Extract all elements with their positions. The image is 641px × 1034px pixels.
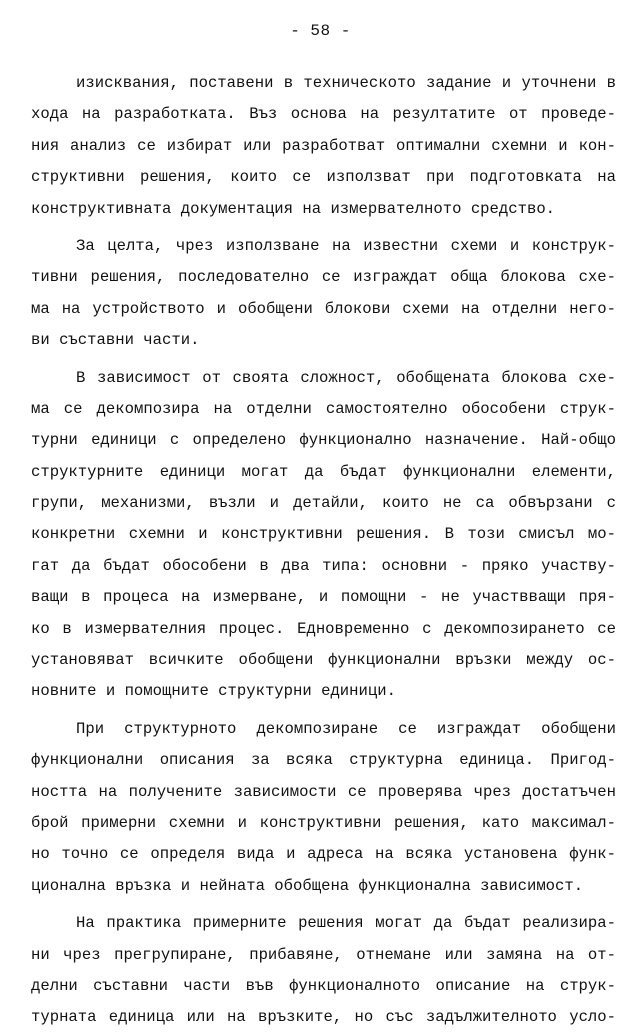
text-line: ма на устройството и обобщени блокови схеми на отделни него- [31, 299, 616, 318]
text-line: но точно се определя вида и адреса на всяка установена функ- [31, 845, 616, 864]
paragraph [31, 908, 616, 1034]
paragraph [31, 68, 616, 225]
text-line: новните и помощните структурни единици. [31, 682, 396, 701]
text-line: На практика примерните решения могат да бъдат реализира- [76, 914, 616, 933]
text-line: ния анализ се избират или разработват оптимални схемни и кон- [31, 136, 616, 155]
text-line: установяват всичките обобщени функционални връзки между ос- [31, 651, 616, 670]
text-line: При структурното декомпозиране се изграждат обобщени [76, 719, 616, 738]
text-line: групи, механизми, възли и детайли, които не са обвързани с [31, 494, 616, 513]
text-line: ви съставни части. [31, 331, 200, 350]
body-text [31, 68, 616, 1034]
text-line: В зависимост от своята сложност, обобщената блокова схе- [76, 368, 616, 387]
text-line: турната единица или на връзките, но със задължителното усло- [31, 1008, 616, 1027]
paragraph [31, 714, 616, 902]
text-line: ко в измервателния процес. Едновременно с декомпозирането се [31, 619, 616, 638]
paragraph [31, 231, 616, 357]
text-line: гат да бъдат обособени в два типа: основни - пряко участву- [31, 556, 616, 575]
text-line: ни чрез прегрупиране, прибавяне, отнемане или замяна на от- [31, 945, 616, 964]
text-line: конструктивната документация на измервателното средство. [31, 199, 556, 218]
text-line: брой примерни схемни и конструктивни решения, като максимал- [31, 813, 616, 832]
text-line: ващи в процеса на измерване, и помощни - не участвващи пря- [31, 588, 616, 607]
text-line: конкретни схемни и конструктивни решения. В този смисъл мо- [31, 525, 616, 544]
page-number: - 58 - [290, 22, 351, 40]
text-line: структурните единици могат да бъдат функционални елементи, [31, 462, 616, 481]
text-line: тивни решения, последователно се изграждат обща блокова схе- [31, 268, 616, 287]
text-line: ността на получените зависимости се проверява чрез достатъчен [31, 782, 616, 801]
text-line: хода на разработката. Въз основа на резултатите от проведе- [31, 105, 616, 124]
text-line: функционални описания за всяка структурна единица. Пригод- [31, 751, 616, 770]
text-line: делни съставни части във функционалното описание на струк- [31, 976, 616, 995]
text-line: турни единици с определено функционално назначение. Най-общо [31, 431, 616, 450]
text-line: За целта, чрез използване на известни схеми и конструк- [76, 236, 616, 255]
text-line: ционална връзка и нейната обобщена функционална зависимост. [31, 876, 584, 895]
text-line: структивни решения, които се използват при подготовката на [31, 168, 616, 187]
text-line: изисквания, поставени в техническото задание и уточнени в [76, 74, 616, 92]
paragraph [31, 363, 616, 708]
text-line: ма се декомпозира на отделни самостоятелно обособени струк- [31, 399, 616, 418]
